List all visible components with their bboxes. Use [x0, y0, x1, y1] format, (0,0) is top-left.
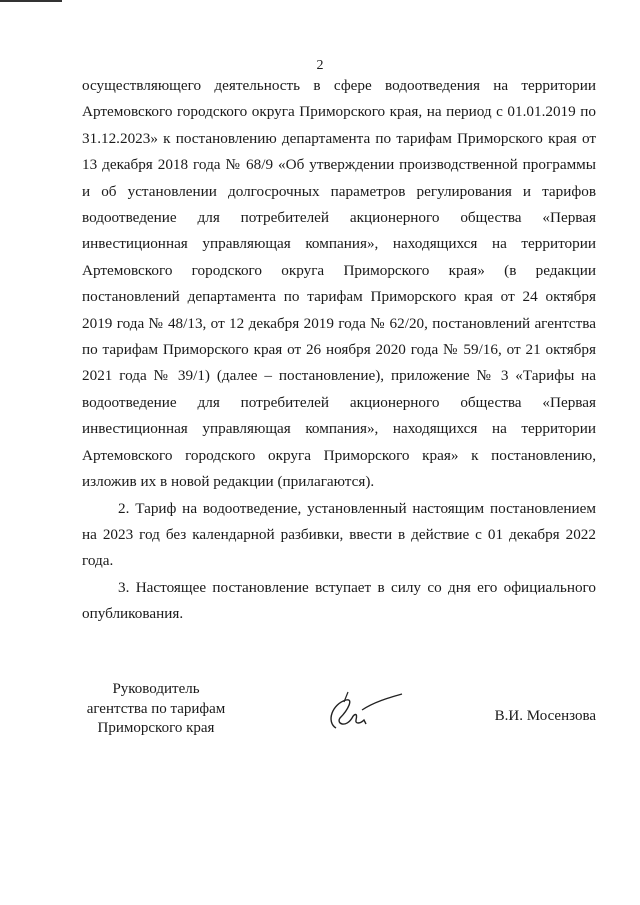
- signatory-name: В.И. Мосензова: [494, 708, 596, 724]
- position-line-3: Приморского края: [97, 720, 215, 736]
- paragraph-2: 2. Тариф на водоотведение, установленный настоящим постановлением на 2023 год без календарной разбивки, ввести в действие с 01 декабря 2022 года.: [82, 499, 596, 570]
- paragraph-continuation: осуществляющего деятельность в сфере водоотведения на территории Артемовского городского округа Приморского края, на период с 01.01.2019 по 31.12.2023» к постановлению департамента по тарифам Приморского края от 13 декабря 2018 года № 68/9 «Об утверждении производственной программы и об установлении долгосрочных параметров регулирования и тарифов водоотведение для потребителей акционерного общества «Первая инвестиционная управляющая компания», находящихся на территории Артемовского городского округа Приморского края» (в редакции постановлений департамента по тарифам Приморского края от 24 октября 2019 года № 48/13, от 12 декабря 2019 года № 62/20, постановлений агентства по тарифам Приморского края от 26 ноября 2020 года № 59/16, от 21 октября 2021 года № 39/1) (далее – постановление), приложение № 3 «Тарифы на водоотведение для потребителей акционерного общества «Первая инвестиционная управляющая компания», находящихся на территории Артемовского городского округа Приморского края» к постановлению, изложив их в новой редакции (прилагаются).: [82, 77, 596, 491]
- position-line-2: агентства по тарифам: [86, 700, 226, 717]
- page-number: 2: [316, 58, 324, 73]
- document-body: [82, 73, 596, 628]
- handwritten-signature: [318, 688, 408, 738]
- position-line-1: Руководитель: [112, 681, 200, 697]
- top-rule: [0, 0, 62, 2]
- signatory-position: [82, 680, 230, 739]
- paragraph-3: 3. Настоящее постановление вступает в силу со дня его официального опубликования.: [82, 578, 596, 623]
